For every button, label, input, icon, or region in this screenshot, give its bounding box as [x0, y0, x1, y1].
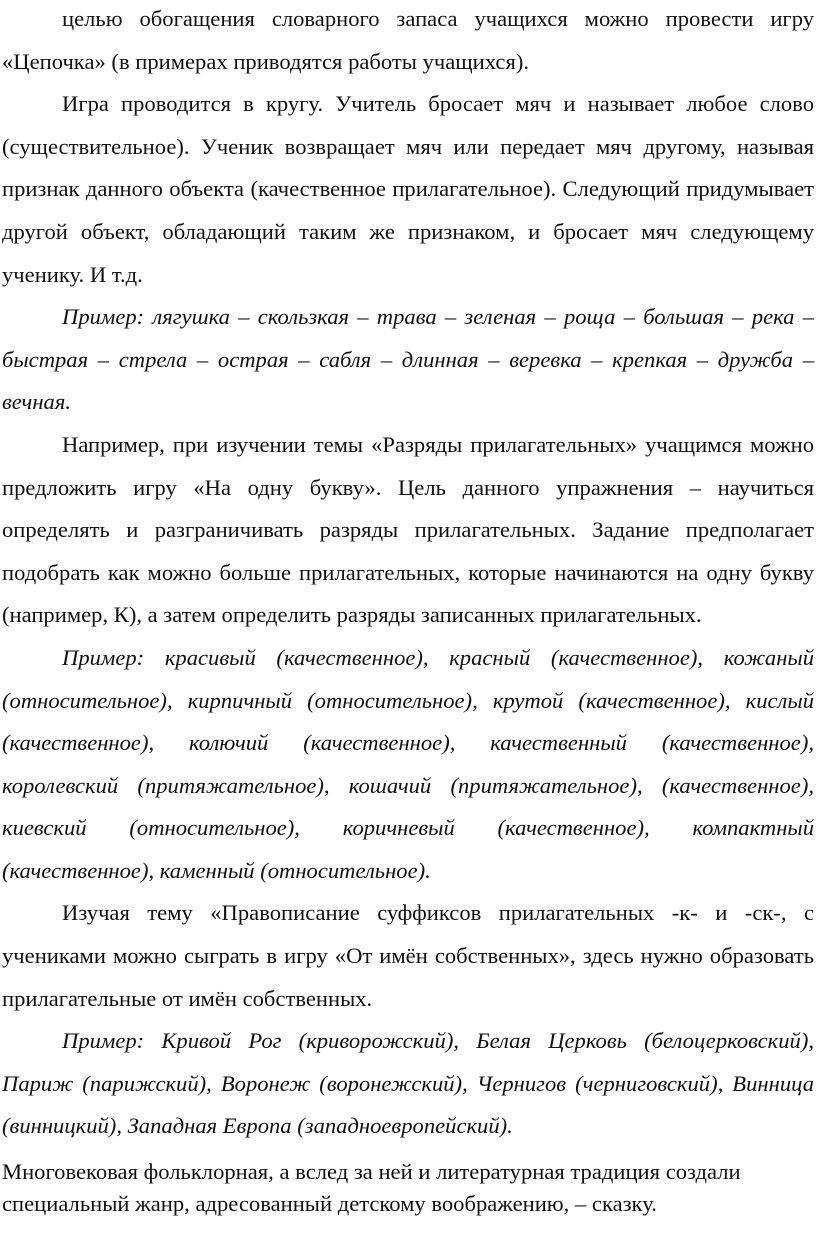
paragraph-game-rules: Игра проводится в кругу. Учитель бросает мяч и называет любое слово (существительное). Ученик возвращает мяч или передает мяч другому, называя признак данного объекта (качественное прилагательное). Следующий придумывает другой объект, обладающий таким же признаком, и бросает мяч следующему ученику. И т.д.: [2, 91, 814, 287]
paragraph-game-chain-intro: целью обогащения словарного запаса учащихся можно провести игру «Цепочка» (в примерах приводятся работы учащихся).: [2, 6, 814, 74]
paragraph-fairy-tale: Многовековая фольклорная, а вслед за ней и литературная традиция создали специальный жанр, адресованный детскому воображению, – сказку.: [2, 1159, 741, 1217]
paragraph-one-letter-game: Например, при изучении темы «Разряды прилагательных» учащимся можно предложить игру «На одну букву». Цель данного упражнения – научиться определять и разграничивать разряды прилагательных. Задание предполагает подобрать как можно больше прилагательных, которые начинаются на одну букву (например, К), а затем определить разряды записанных прилагательных.: [2, 431, 814, 628]
paragraph-example-one-letter: Пример: красивый (качественное), красный (качественное), кожаный (относительное), кирпичный (относительное), крутой (качественное), кислый (качественное), колючий (качественное), качественный (качественное), королевский (притяжательное), кошачий (притяжательное), (качественное), киевский (относительное), коричневый (качественное), компактный (качественное), каменный (относительное).: [2, 644, 814, 883]
paragraph-example-proper-names: Пример: Кривой Рог (криворожский), Белая Церковь (белоцерковский), Париж (парижский), Воронеж (воронежский), Чернигов (черниговский), Винница (винницкий), Западная Европа (западноевропейский).: [2, 1028, 814, 1139]
paragraph-proper-names-game: Изучая тему «Правописание суффиксов прилагательных -к- и -ск-, с учениками можно сыграть в игру «От имён собственных», здесь нужно образовать прилагательные от имён собственных.: [2, 900, 814, 1011]
document-page: [2, 0, 814, 1220]
paragraph-example-chain: Пример: лягушка – скользкая – трава – зеленая – роща – большая – река – быстрая – стрела – острая – сабля – длинная – веревка – крепкая – дружба – вечная.: [2, 304, 814, 415]
